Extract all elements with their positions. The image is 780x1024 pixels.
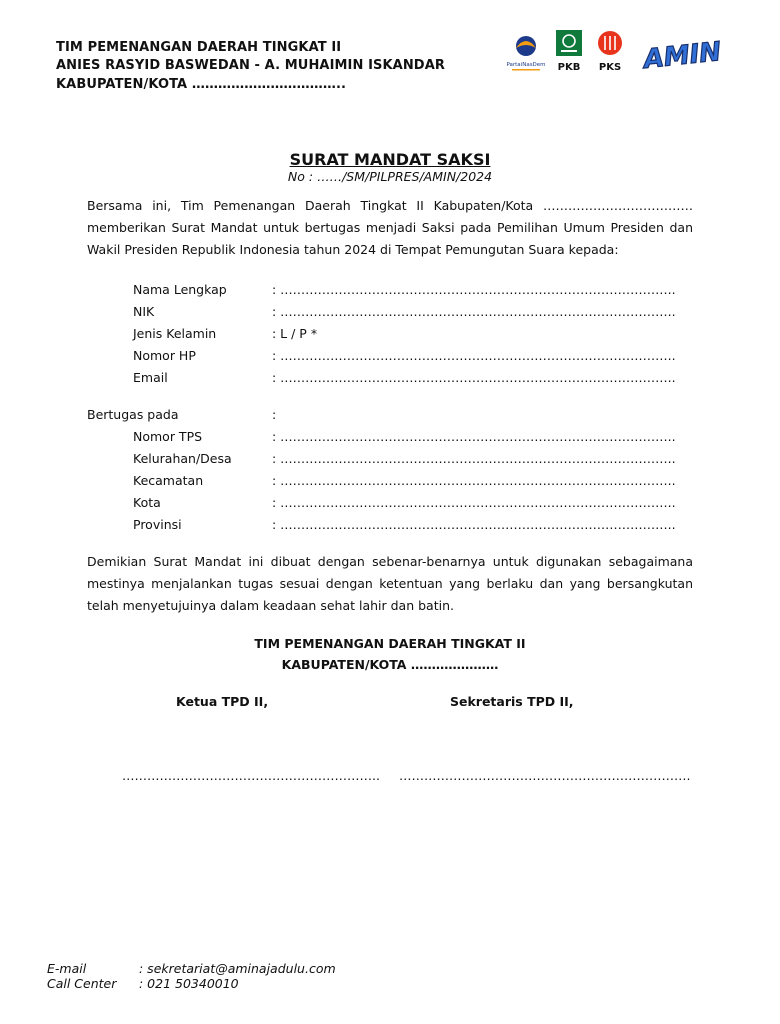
pks-logo (598, 31, 622, 73)
pkb-logo (556, 30, 582, 73)
assignment-row (0, 492, 768, 514)
intro-paragraph: Bersama ini, Tim Pemenangan Daerah Tingkat II Kabupaten/Kota ……………………………… memberikan Surat Mandat untuk bertugas menjadi Saksi pada Pemilihan Umum Presiden dan Wakil Presiden Republik Indonesia tahun 2024 di Tempat Pemungutan Suara kepada: (87, 198, 693, 257)
field-value-nama: : ………………………………………………………………………………….. (272, 282, 676, 297)
signoff-org-line-1: TIM PEMENANGAN DAERAH TINGKAT II (254, 636, 526, 651)
document-title: SURAT MANDAT SAKSI (289, 150, 491, 169)
field-label-nik: NIK (133, 304, 155, 319)
assignment-colon: : (272, 407, 277, 422)
ketua-title: Ketua TPD II, (176, 694, 269, 709)
field-label-kelurahan: Kelurahan/Desa (133, 451, 232, 466)
amin-logo (640, 37, 722, 75)
identity-row (0, 345, 768, 367)
field-value-kota: : ………………………………………………………………………………….. (272, 495, 676, 510)
field-label-provinsi: Provinsi (133, 517, 182, 532)
identity-row (0, 279, 768, 301)
nasdem-logo (506, 36, 545, 71)
field-value-nik: : ………………………………………………………………………………….. (272, 304, 676, 319)
identity-row (0, 367, 768, 389)
footer-callcenter-value: : 021 50340010 (139, 976, 239, 991)
field-value-email: : ………………………………………………………………………………….. (272, 370, 676, 385)
assignment-row (0, 514, 768, 536)
assignment-row (0, 470, 768, 492)
footer-callcenter-row (47, 976, 447, 992)
assignment-label: Bertugas pada (87, 407, 179, 422)
party-logos (506, 26, 732, 78)
assignment-row (0, 448, 768, 470)
identity-row (0, 301, 768, 323)
ketua-signature-line: …………………………………………………….. (122, 768, 380, 783)
field-value-jenis-kelamin: : L / P * (272, 326, 318, 341)
header-line-2: ANIES RASYID BASWEDAN - A. MUHAIMIN ISKANDAR (56, 58, 445, 73)
field-value-kelurahan: : ………………………………………………………………………………….. (272, 451, 676, 466)
footer-email-value: : sekretariat@aminajadulu.com (139, 961, 336, 976)
field-value-nomor-tps: : ………………………………………………………………………………….. (272, 429, 676, 444)
party-logos-graphic (506, 26, 732, 78)
pkb-logo-text: PKB (557, 62, 581, 73)
footer-callcenter-label: Call Center (47, 976, 117, 991)
header-line-3: KABUPATEN/KOTA …………………………….. (56, 77, 347, 92)
header-line-1: TIM PEMENANGAN DAERAH TINGKAT II (56, 40, 342, 55)
assignment-header-row (0, 404, 768, 426)
field-label-nama: Nama Lengkap (133, 282, 227, 297)
field-label-nomor-tps: Nomor TPS (133, 429, 203, 444)
sekretaris-signature-line: ……………………………………………………………. (399, 768, 691, 783)
field-label-email: Email (133, 370, 168, 385)
nasdem-logo-text: PartaiNasDem (506, 62, 546, 68)
field-label-jenis-kelamin: Jenis Kelamin (133, 326, 217, 341)
sekretaris-title: Sekretaris TPD II, (450, 694, 574, 709)
closing-paragraph: Demikian Surat Mandat ini dibuat dengan sebenar-benarnya untuk digunakan sebagaimana mestinya menjalankan tugas sesuai dengan ketentuan yang berlaku dan yang bersangkutan telah menyetujuinya dalam keadaan sehat lahir dan batin. (87, 554, 693, 613)
field-value-provinsi: : ………………………………………………………………………………….. (272, 517, 676, 532)
document-number: No : ……/SM/PILPRES/AMIN/2024 (287, 169, 493, 184)
field-label-kecamatan: Kecamatan (133, 473, 204, 488)
footer-email-row (47, 961, 447, 977)
field-label-kota: Kota (133, 495, 161, 510)
field-value-kecamatan: : ………………………………………………………………………………….. (272, 473, 676, 488)
identity-row (0, 323, 768, 345)
pks-logo-text: PKS (598, 62, 622, 73)
field-value-nomor-hp: : ………………………………………………………………………………….. (272, 348, 676, 363)
field-label-nomor-hp: Nomor HP (133, 348, 196, 363)
assignment-row (0, 426, 768, 448)
footer-email-label: E-mail (47, 961, 87, 976)
signoff-org-line-2: KABUPATEN/KOTA ………………… (281, 657, 499, 672)
amin-logo-text: AMIN (642, 37, 723, 75)
